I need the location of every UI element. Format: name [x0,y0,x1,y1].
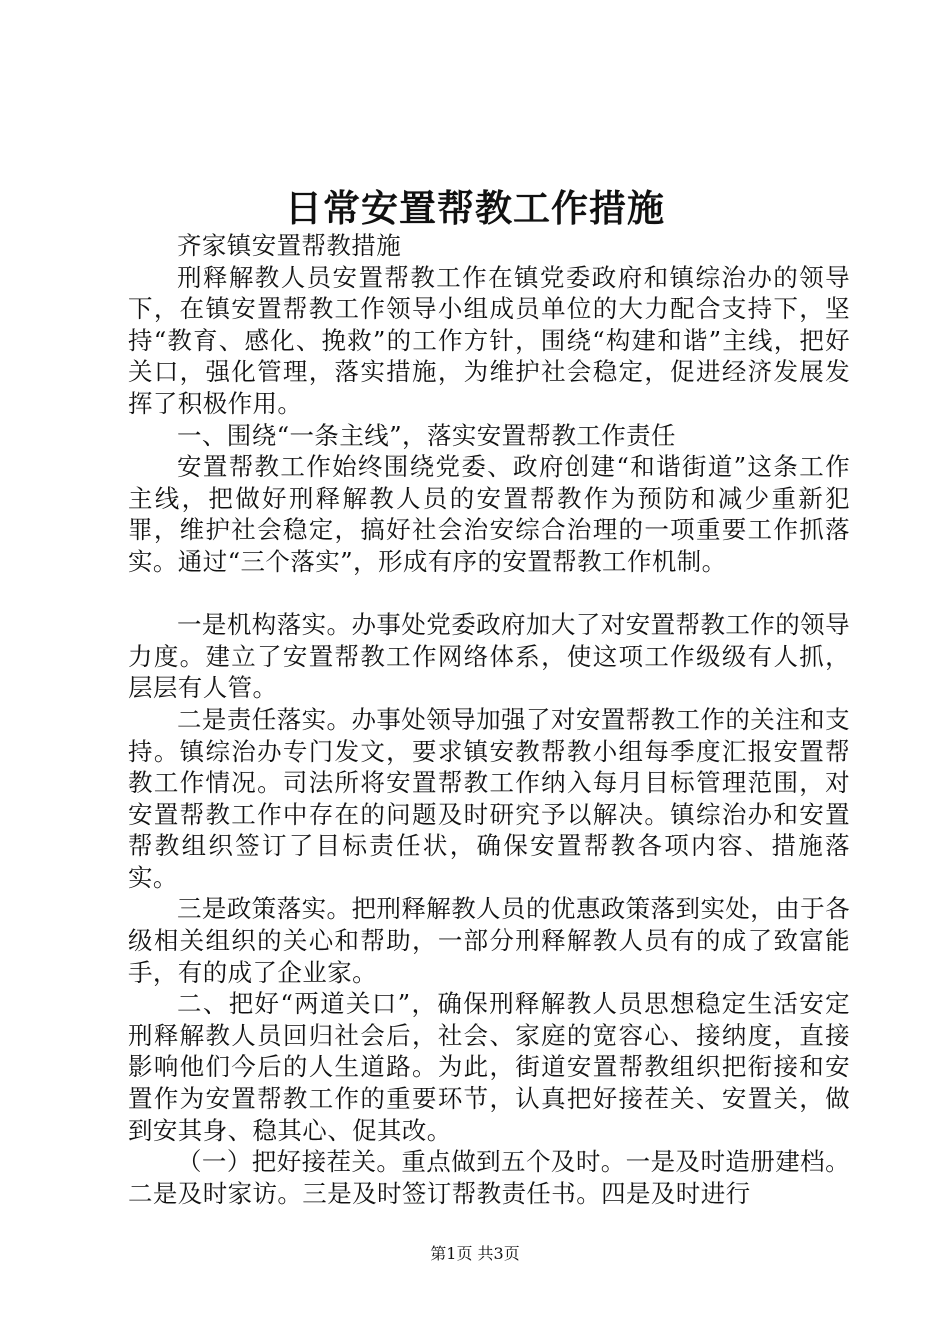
paragraph-intro: 刑释解教人员安置帮教工作在镇党委政府和镇综治办的领导下，在镇安置帮教工作领导小组成员单位的大力配合支持下，坚持“教育、感化、挽救”的工作方针，围绕“构建和谐”主线，把好关口，强化管理，落实措施，为维护社会稳定，促进经济发展发挥了积极作用。 [128,262,850,418]
section-heading-2: 二、把好“两道关口”，确保刑释解教人员思想稳定生活安定刑释解教人员回归社会后，社会、家庭的宽容心、接纳度，直接影响他们今后的人生道路。为此，街道安置帮教组织把衔接和安置作为安置帮教工作的重要环节，认真把好接茬关、安置关，做到安其身、稳其心、促其改。 [128,989,850,1145]
paragraph-section-1: 安置帮教工作始终围绕党委、政府创建“和谐街道”这条工作主线，把做好刑释解教人员的安置帮教作为预防和减少重新犯罪，维护社会稳定，搞好社会治安综合治理的一项重要工作抓落实。通过“三个落实”，形成有序的安置帮教工作机制。 [128,452,850,576]
paragraph-policy: 三是政策落实。把刑释解教人员的优惠政策落到实处，由于各级相关组织的关心和帮助，一部分刑释解教人员有的成了致富能手，有的成了企业家。 [128,894,850,987]
section-heading-1: 一、围绕“一条主线”，落实安置帮教工作责任 [177,420,676,450]
paragraph-subsection-1: （一）把好接茬关。重点做到五个及时。一是及时造册建档。二是及时家访。三是及时签订帮教责任书。四是及时进行 [128,1147,850,1208]
paragraph-institution: 一是机构落实。办事处党委政府加大了对安置帮教工作的领导力度。建立了安置帮教工作网络体系，使这项工作级级有人抓，层层有人管。 [128,610,850,703]
page-footer: 第1页 共3页 [430,1244,520,1263]
paragraph-subtitle: 齐家镇安置帮教措施 [177,231,402,260]
document-title: 日常安置帮教工作措施 [285,186,665,230]
paragraph-responsibility: 二是责任落实。办事处领导加强了对安置帮教工作的关注和支持。镇综治办专门发文，要求镇安教帮教小组每季度汇报安置帮教工作情况。司法所将安置帮教工作纳入每月目标管理范围，对安置帮教工作中存在的问题及时研究予以解决。镇综治办和安置帮教组织签订了目标责任状，确保安置帮教各项内容、措施落实。 [128,704,850,892]
document-body [128,230,850,1209]
